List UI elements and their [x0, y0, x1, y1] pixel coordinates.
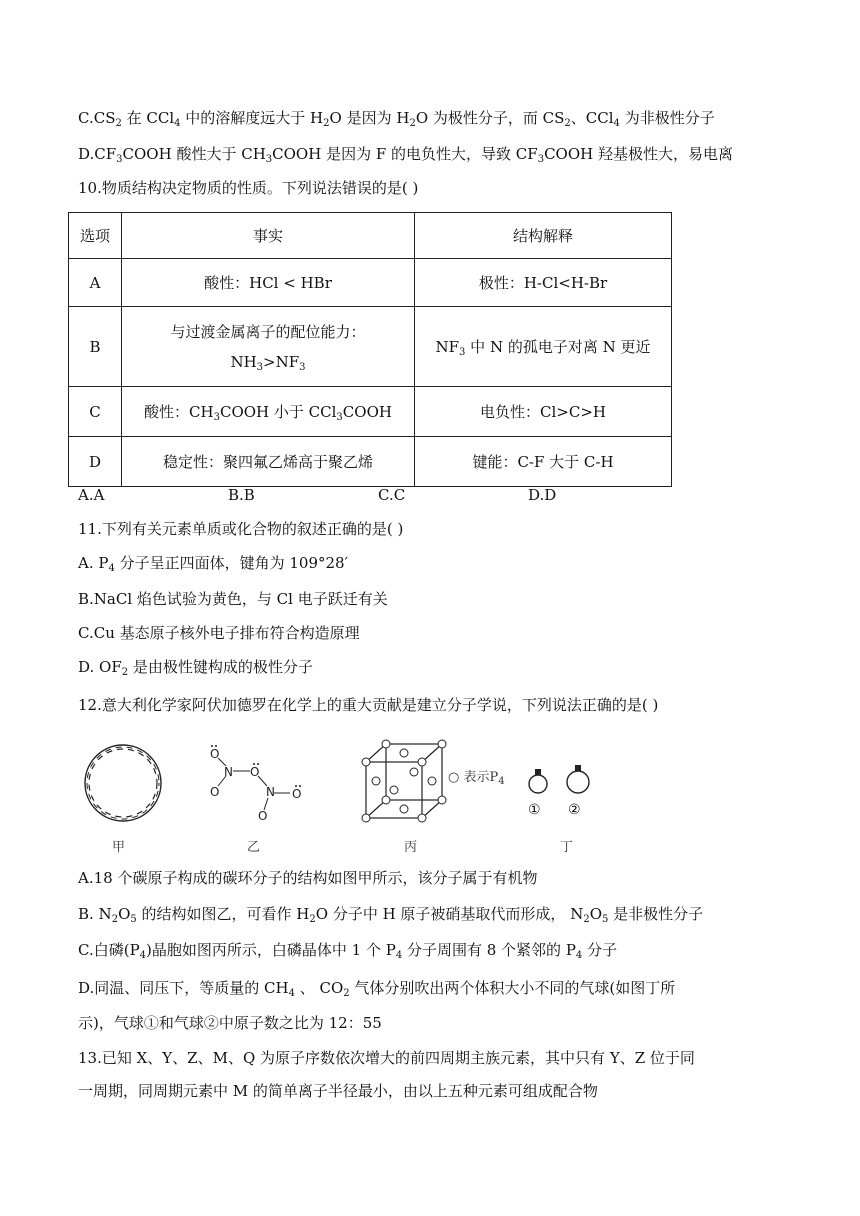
row-c-fact: 酸性：$CH_3COOH$ 小于 CCl$_3$COOH: [122, 387, 415, 437]
q13-stem-line1: 13.已知 X、Y、Z、M、Q 为原子序数依次增大的前四周期主族元素，其中只有 Y、Z 位于同: [78, 1049, 695, 1067]
row-c-option: C: [69, 387, 122, 437]
n2o5-structure-figure: [200, 738, 310, 828]
q11-option-a: A. $P_4$ 分子呈正四面体，键角为 109°28′: [78, 554, 349, 574]
row-b-explain: $NF_3$ 中 N 的孤电子对离 N 更近: [415, 307, 672, 387]
row-d-option: D: [69, 437, 122, 487]
table-header-row: [69, 213, 672, 259]
row-a-option: A: [69, 259, 122, 307]
figure-label-ding: 丁: [560, 840, 574, 855]
balloons-figure: [520, 758, 620, 808]
row-c-explain: 电负性：Cl>C>H: [415, 387, 672, 437]
q10-option-b: B.B: [228, 486, 255, 504]
q10-option-d: D.D: [528, 486, 557, 504]
row-d-explain: 键能：C-F 大于 C-H: [415, 437, 672, 487]
q9-option-c: $C.CS_2$ 在 CCl$_4$ 中的溶解度远大于 $H_2O$ 是因为 $H_2O$ 为极性分子，而 $CS_2$、CCl$_4$ 为非极性分子: [78, 109, 715, 129]
header-fact: 事实: [122, 213, 415, 259]
svg-text:N: N: [224, 765, 233, 779]
q11-option-c: C.Cu 基态原子核外电子排布符合构造原理: [78, 624, 360, 642]
legend-subscript: 4: [498, 776, 505, 787]
row-b-option: B: [69, 307, 122, 387]
q10-option-c: C.C: [378, 486, 406, 504]
q12-stem: 12.意大利化学家阿伏加德罗在化学上的重大贡献是建立分子学说，下列说法正确的是( ): [78, 696, 659, 714]
row-a-fact: 酸性：HCl < HBr: [122, 259, 415, 307]
row-d-fact: 稳定性：聚四氟乙烯高于聚乙烯: [122, 437, 415, 487]
q10-stem: 10.物质结构决定物质的性质。下列说法错误的是( ): [78, 179, 419, 197]
table-row: [69, 437, 672, 487]
legend-circle-icon: ○: [448, 770, 460, 785]
svg-text:O: O: [210, 747, 220, 761]
q12-option-b: B. $N_2O_5$ 的结构如图乙，可看作 $H_2O$ 分子中 H 原子被硝基取代而形成， $N_2O_5$ 是非极性分子: [78, 905, 704, 925]
p4-legend: [448, 766, 505, 785]
svg-text:O: O: [210, 785, 220, 799]
q12-option-d-line1: D.同温、同压下，等质量的 $CH_4$ 、 $CO_2$ 气体分别吹出两个体积大小不同的气球(如图丁所: [78, 979, 676, 999]
q12-option-c: C.白磷$(P_4)$晶胞如图丙所示，白磷晶体中 1 个 $P_4$ 分子周围有 8 个紧邻的 $P_4$ 分子: [78, 941, 618, 961]
balloon-label-1: ①: [528, 802, 541, 818]
svg-text:O: O: [250, 765, 260, 779]
row-a-explain: 极性：H-Cl<H-Br: [415, 259, 672, 307]
q13-stem-line2: 一周期，同周期元素中 M 的简单离子半径最小，由以上五种元素可组成配合物: [78, 1082, 598, 1100]
q11-stem: 11.下列有关元素单质或化合物的叙述正确的是( ): [78, 520, 404, 538]
table-row: [69, 259, 672, 307]
q10-options: [78, 486, 638, 506]
balloon-label-2: ②: [568, 802, 581, 818]
row-b-fact-line2: $NH_3>NF_3$: [230, 352, 306, 373]
q12-option-a: A.18 个碳原子构成的碳环分子的结构如图甲所示，该分子属于有机物: [78, 869, 538, 887]
q9-option-d: $D.CF_3COOH$ 酸性大于 $CH_3COOH$ 是因为 F 的电负性大，导致 $CF_3COOH$ 羟基极性大，易电离: [78, 145, 733, 165]
svg-text:N: N: [266, 785, 275, 799]
table-row: [69, 307, 672, 387]
figure-label-yi: 乙: [247, 840, 261, 855]
q12-option-d-line2: 示)，气球①和气球②中原子数之比为 12：55: [78, 1014, 382, 1032]
row-b-fact: [122, 307, 415, 387]
q12-figures: [70, 738, 790, 858]
q10-option-a: A.A: [78, 486, 105, 504]
q10-table: [68, 212, 672, 487]
svg-text:O: O: [258, 809, 268, 823]
header-option: 选项: [69, 213, 122, 259]
p4-unit-cell-figure: [360, 738, 450, 828]
table-row: [69, 387, 672, 437]
carbon-ring-figure: [78, 738, 168, 828]
svg-text:O: O: [292, 787, 302, 801]
q11-option-b: B.NaCl 焰色试验为黄色，与 Cl 电子跃迁有关: [78, 590, 388, 608]
row-b-fact-line1: 与过渡金属离子的配位能力：: [170, 322, 366, 341]
figure-label-bing: 丙: [404, 840, 418, 855]
legend-text: 表示P: [463, 770, 499, 785]
q11-option-d: D. $OF_2$ 是由极性键构成的极性分子: [78, 658, 313, 678]
figure-label-jia: 甲: [112, 840, 126, 855]
header-explain: 结构解释: [415, 213, 672, 259]
